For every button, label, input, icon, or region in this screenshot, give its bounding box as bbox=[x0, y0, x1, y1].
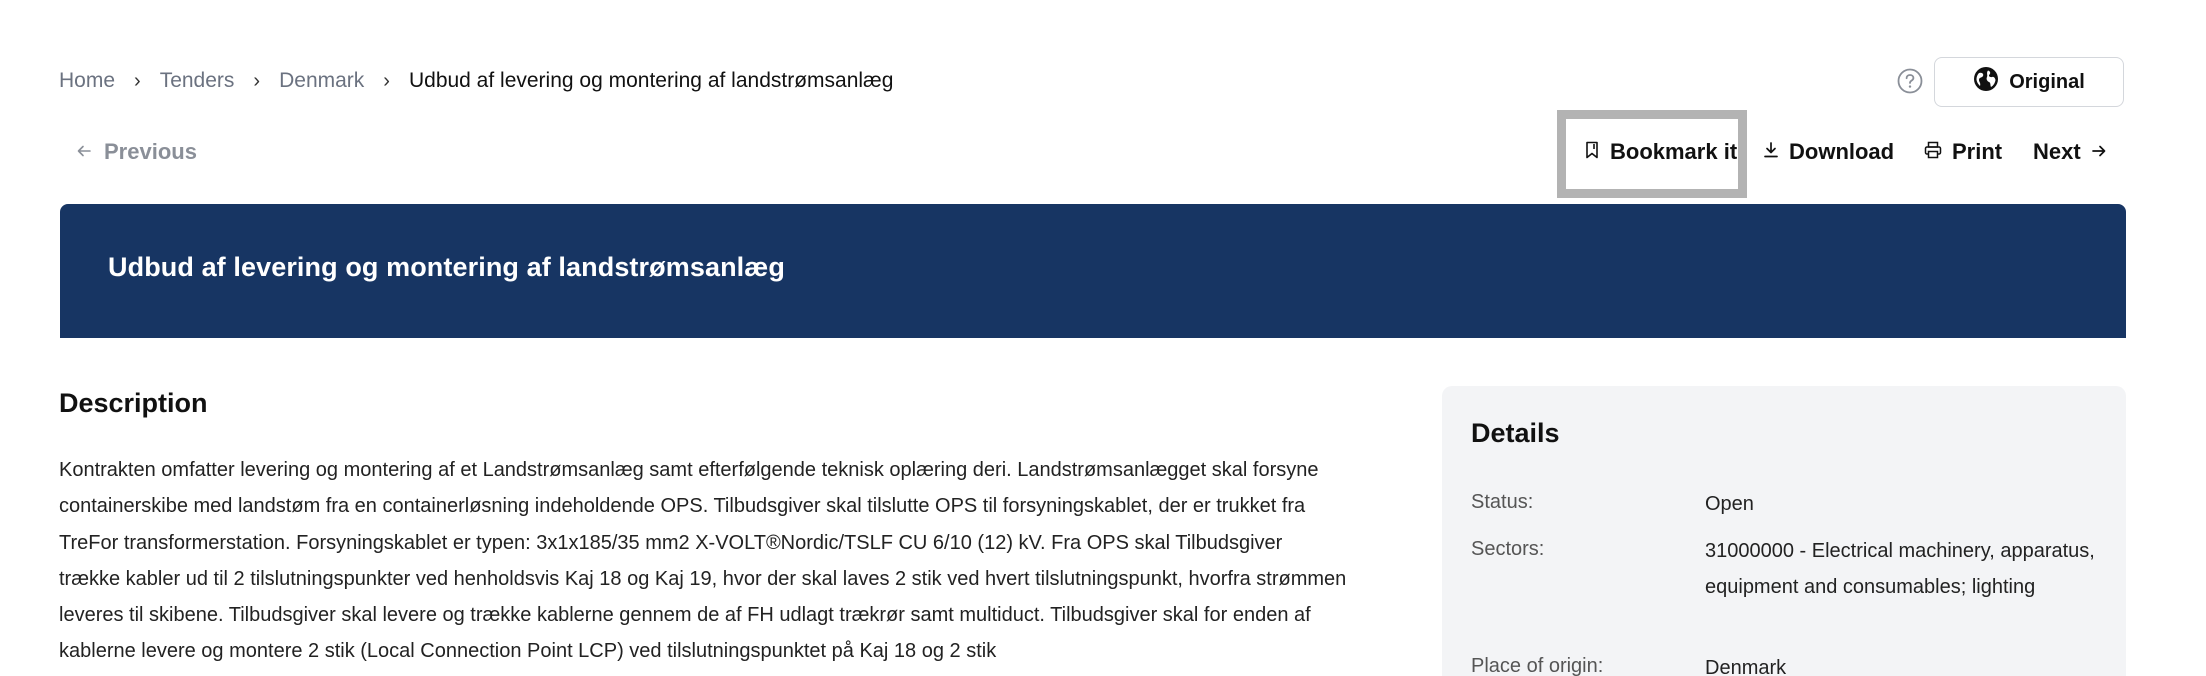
language-label: Original bbox=[2009, 70, 2085, 93]
printer-icon bbox=[1924, 139, 1942, 165]
bookmark-icon bbox=[1584, 139, 1600, 165]
help-icon[interactable] bbox=[1897, 68, 1923, 94]
previous-label: Previous bbox=[104, 139, 197, 164]
sectors-value: 31000000 - Electrical machinery, apparatus, equipment and consumables; lighting bbox=[1705, 540, 2095, 598]
sectors-label: Sectors: bbox=[1471, 538, 1545, 560]
print-label: Print bbox=[1952, 139, 2003, 164]
next-button[interactable] bbox=[2033, 139, 2107, 165]
breadcrumb-home-link[interactable]: Home bbox=[59, 69, 116, 92]
bookmark-button[interactable] bbox=[1584, 139, 1737, 165]
next-label: Next bbox=[2033, 139, 2081, 164]
breadcrumb-separator: › bbox=[383, 70, 390, 92]
bookmark-label: Bookmark it bbox=[1610, 139, 1738, 164]
download-label: Download bbox=[1789, 139, 1895, 164]
description-heading: Description bbox=[59, 388, 208, 418]
download-icon bbox=[1763, 139, 1779, 165]
download-button[interactable] bbox=[1763, 139, 1894, 165]
breadcrumb-separator: › bbox=[134, 70, 141, 92]
status-label: Status: bbox=[1471, 491, 1534, 513]
page-title: Udbud af levering og montering af landstrømsanlæg bbox=[108, 252, 785, 282]
breadcrumb-tenders-link[interactable]: Tenders bbox=[159, 69, 235, 92]
details-title: Details bbox=[1471, 418, 1560, 448]
status-value: Open bbox=[1705, 493, 1754, 515]
arrow-right-icon bbox=[2091, 139, 2107, 165]
description-text: Kontrakten omfatter levering og montering af et Landstrømsanlæg samt efterfølgende teknisk oplæring deri. Landstrømsanlægget skal forsyne containerskibe med landstøm fra en containerløsning indeholdende OPS. Tilbudsgiver skal tilslutte OPS til forsyningskablet, der er trukket fra TreFor transformerstation. Forsyningskablet er typen: 3x1x185/35 mm2 X-VOLT®Nordic/TSLF CU 6/10 (12) kV. Fra OPS skal Tilbudsgiver trække kabler ud til 2 tilslutningspunkter ved henholdsvis Kaj 18 og Kaj 19, hvor der skal laves 2 stik ved hvert tilslutningspunkt, hvorfra strømmen leveres til skibene. Tilbudsgiver skal levere og trække kablerne gennem de af FH udlagt trækrør samt multiduct. Tilbudsgiver skal for enden af kablerne levere og montere 2 stik (Local Connection Point LCP) ved tilslutningspunktet på Kaj 18 og 2 stik bbox=[59, 459, 1347, 663]
origin-value: Denmark bbox=[1705, 657, 1787, 676]
print-button[interactable] bbox=[1924, 139, 2002, 165]
details-card bbox=[1442, 386, 2126, 676]
origin-label: Place of origin: bbox=[1471, 655, 1604, 676]
breadcrumb bbox=[59, 66, 893, 96]
language-selector-button[interactable] bbox=[1934, 57, 2124, 107]
title-banner bbox=[60, 204, 2126, 338]
breadcrumb-separator: › bbox=[253, 70, 261, 92]
breadcrumb-country-link[interactable]: Denmark bbox=[279, 69, 365, 92]
previous-button[interactable] bbox=[76, 139, 197, 165]
arrow-left-icon bbox=[76, 139, 92, 165]
breadcrumb-current: Udbud af levering og montering af landstrømsanlæg bbox=[408, 69, 894, 92]
globe-icon bbox=[1973, 66, 1999, 98]
